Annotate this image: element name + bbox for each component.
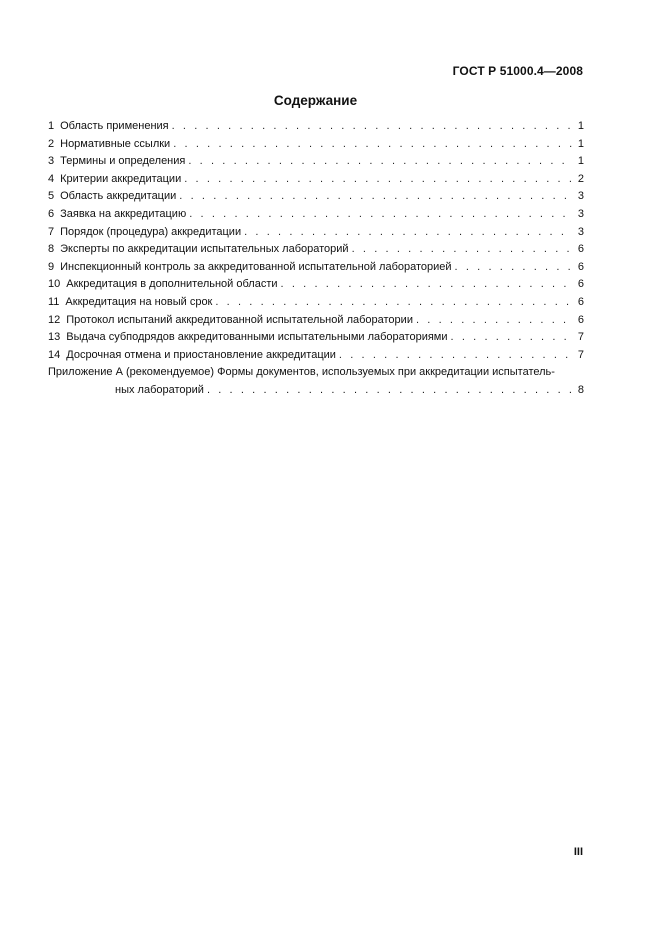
toc-entry-page: 6 <box>577 313 584 326</box>
toc-dot-leader <box>455 261 573 273</box>
toc-title: Содержание <box>273 93 358 108</box>
toc-entry-title: Нормативные ссылки <box>60 137 171 150</box>
toc-entry-number: 3 <box>48 155 55 168</box>
toc-entry[interactable] <box>48 349 584 367</box>
toc-annex-entry[interactable] <box>48 366 584 401</box>
toc-entry-number: 10 <box>48 278 61 291</box>
toc-entry-title: Область применения <box>60 120 169 132</box>
toc-entry-number: 14 <box>48 348 61 361</box>
toc-entry-number: 11 <box>48 295 60 308</box>
toc-entry[interactable] <box>48 261 584 279</box>
toc-entry-page: 6 <box>577 260 584 273</box>
toc-entry-page: 3 <box>577 190 584 203</box>
toc-annex-title-line2: ных лабораторий <box>115 383 204 396</box>
toc-dot-leader <box>189 208 573 220</box>
toc-entry[interactable] <box>48 208 584 226</box>
toc-entry-page: 1 <box>577 137 584 150</box>
toc-entry[interactable] <box>48 226 584 244</box>
toc-entry-page: 1 <box>577 155 584 168</box>
toc-dot-leader <box>179 190 573 202</box>
toc-dot-leader <box>339 349 573 361</box>
toc-entry-page: 6 <box>577 295 584 308</box>
toc-entry[interactable] <box>48 190 584 208</box>
toc-entry-number: 13 <box>48 331 61 344</box>
toc-entry-title: Протокол испытаний аккредитованной испытательной лаборатории <box>66 313 413 326</box>
toc-entry-number: 12 <box>48 313 61 326</box>
toc-dot-leader <box>173 138 573 150</box>
toc-entry-title: Область аккредитации <box>60 190 177 203</box>
toc-entry[interactable] <box>48 155 584 173</box>
toc-entry[interactable] <box>48 243 584 261</box>
toc-entry-title: Инспекционный контроль за аккредитованной испытательной лабораторией <box>60 260 452 273</box>
toc-entry[interactable] <box>48 296 584 314</box>
toc-entry-page: 1 <box>577 120 584 132</box>
toc-entry-number: 9 <box>48 260 55 273</box>
toc-entry-number: 7 <box>48 225 55 238</box>
toc-dot-leader <box>281 278 573 290</box>
toc-entry[interactable] <box>48 138 584 156</box>
toc-annex-label: Приложение А (рекомендуемое) <box>48 366 215 379</box>
toc-dot-leader <box>172 120 573 132</box>
toc-entry-title: Порядок (процедура) аккредитации <box>60 225 242 238</box>
toc-dot-leader <box>184 173 573 185</box>
toc-dot-leader <box>207 384 575 396</box>
toc-entry-number: 5 <box>48 190 55 203</box>
toc-entry-title: Критерии аккредитации <box>60 172 182 185</box>
toc-dot-leader <box>352 243 573 255</box>
toc-dot-leader <box>188 155 573 167</box>
toc-entry-page: 7 <box>577 331 584 344</box>
toc-entry-number: 4 <box>48 172 55 185</box>
toc-annex-title-line1: Формы документов, используемых при аккредитации испытатель- <box>217 366 555 379</box>
document-code: ГОСТ Р 51000.4—2008 <box>452 64 583 78</box>
toc-dot-leader <box>416 314 573 326</box>
toc-entry-page: 7 <box>577 348 584 361</box>
toc-entry-page: 6 <box>577 278 584 291</box>
toc-entry-title: Заявка на аккредитацию <box>60 207 187 220</box>
toc-entry[interactable] <box>48 314 584 332</box>
toc-entry-page: 3 <box>577 207 584 220</box>
toc-dot-leader <box>244 226 573 238</box>
table-of-contents <box>48 120 584 402</box>
toc-entry[interactable] <box>48 120 584 138</box>
toc-entry-number: 1 <box>48 120 55 132</box>
toc-entry-page: 3 <box>577 225 584 238</box>
toc-entry-title: Аккредитация в дополнительной области <box>66 278 278 291</box>
toc-annex-page: 8 <box>577 383 584 396</box>
toc-entry-page: 6 <box>577 243 584 256</box>
toc-entry-title: Эксперты по аккредитации испытательных лабораторий <box>60 243 349 256</box>
toc-entry-title: Термины и определения <box>60 155 186 168</box>
toc-entry[interactable] <box>48 173 584 191</box>
toc-entry-title: Аккредитация на новый срок <box>65 295 213 308</box>
toc-entry-title: Выдача субподрядов аккредитованными испытательными лабораториями <box>66 331 448 344</box>
toc-entry-page: 2 <box>577 172 584 185</box>
page-number: III <box>573 846 583 858</box>
toc-entry-number: 2 <box>48 137 55 150</box>
toc-dot-leader <box>215 296 573 308</box>
toc-entry-title: Досрочная отмена и приостановление аккредитации <box>66 348 336 361</box>
toc-entry[interactable] <box>48 331 584 349</box>
toc-entry[interactable] <box>48 278 584 296</box>
toc-dot-leader <box>451 331 573 343</box>
toc-entry-number: 6 <box>48 207 55 220</box>
toc-entry-number: 8 <box>48 243 55 256</box>
